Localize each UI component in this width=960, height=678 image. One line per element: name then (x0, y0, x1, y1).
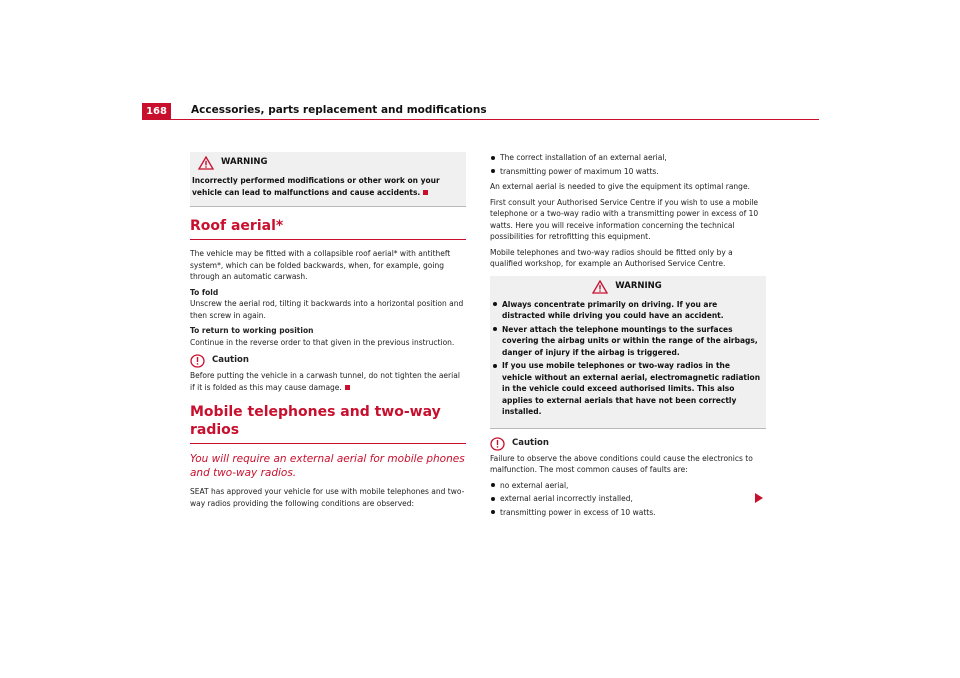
list-item: Never attach the telephone mountings to the surfaces covering the airbag units or within the range of the airbags, danger of injury if the airbag is triggered. (492, 324, 762, 359)
warning-text: Incorrectly performed modifications or other work on your vehicle can lead to malfunctions and cause accidents. (192, 176, 440, 197)
right-column (490, 152, 766, 522)
aerial-range-text: An external aerial is needed to give the equipment its optimal range. (490, 182, 750, 191)
consult-service-text: First consult your Authorised Service Centre if you wish to use a mobile telephone or a two-way radio with a transmitting power in excess of 10 watts. Here you will receive information concerning the technical possibilities for retrofitting this equipment. (490, 197, 759, 241)
caution-exclamation-icon (490, 437, 505, 451)
warning-label: WARNING (615, 280, 662, 291)
caution-text: Before putting the vehicle in a carwash tunnel, do not tighten the aerial if it is folded as this may cause damage. (190, 371, 460, 392)
list-item: If you use mobile telephones or two-way radios in the vehicle without an external aerial, electromagnetic radiation in the vehicle could exceed authorised limits. This also applies to external aerials that have not been correctly installed. (492, 360, 762, 418)
list-item: The correct installation of an external aerial, (490, 152, 766, 164)
mobile-intro: You will require an external aerial for mobile phones and two-way radios. (190, 453, 465, 479)
mobile-conditions-text: SEAT has approved your vehicle for use with mobile telephones and two-way radios providing the following conditions are observed: (190, 487, 465, 508)
warning-list (492, 299, 762, 418)
warning-header (192, 156, 462, 170)
caution-label: Caution (512, 437, 549, 448)
fold-instructions: Unscrew the aerial rod, tilting it backwards into a horizontal position and then screw in again. (190, 299, 464, 320)
warning-triangle-icon (592, 280, 608, 294)
end-mark-icon (423, 190, 428, 195)
warning-box (190, 152, 466, 207)
warning-label: WARNING (221, 157, 268, 168)
caution-text: Failure to observe the above conditions could cause the electronics to malfunction. The most common causes of faults are: (490, 453, 753, 474)
list-item: external aerial incorrectly installed, (490, 493, 766, 505)
qualified-workshop-text: Mobile telephones and two-way radios should be fitted only by a qualified workshop, for example an Authorised Service Centre. (490, 247, 733, 268)
caution-header (190, 354, 466, 368)
section-heading-mobile-telephones: Mobile telephones and two-way radios (190, 403, 466, 444)
conditions-list (490, 152, 766, 177)
fault-causes-list (490, 480, 766, 519)
page-number: 168 (142, 103, 171, 120)
end-mark-icon (345, 385, 350, 390)
list-item: transmitting power in excess of 10 watts. (490, 507, 766, 519)
warning-box (490, 276, 766, 429)
left-column (190, 152, 466, 513)
page-header-title: Accessories, parts replacement and modifications (191, 104, 487, 116)
list-item: transmitting power of maximum 10 watts. (490, 166, 766, 178)
continue-arrow-icon (755, 493, 763, 503)
list-item: Always concentrate primarily on driving. If you are distracted while driving you could have an accident. (492, 299, 762, 322)
return-instructions: Continue in the reverse order to that given in the previous instruction. (190, 337, 455, 347)
header-rule (171, 119, 819, 120)
list-item: no external aerial, (490, 480, 766, 492)
caution-label: Caution (212, 355, 249, 366)
caution-header (490, 437, 766, 451)
section-heading-roof-aerial: Roof aerial* (190, 217, 466, 240)
warning-header (492, 280, 762, 294)
return-subheading: To return to working position (190, 326, 314, 335)
roof-aerial-intro: The vehicle may be fitted with a collapsible roof aerial* with antitheft system*, which can be folded backwards, when, for example, going through an automatic carwash. (190, 249, 451, 281)
warning-triangle-icon (198, 156, 214, 170)
fold-subheading: To fold (190, 287, 219, 297)
caution-exclamation-icon (190, 354, 205, 368)
